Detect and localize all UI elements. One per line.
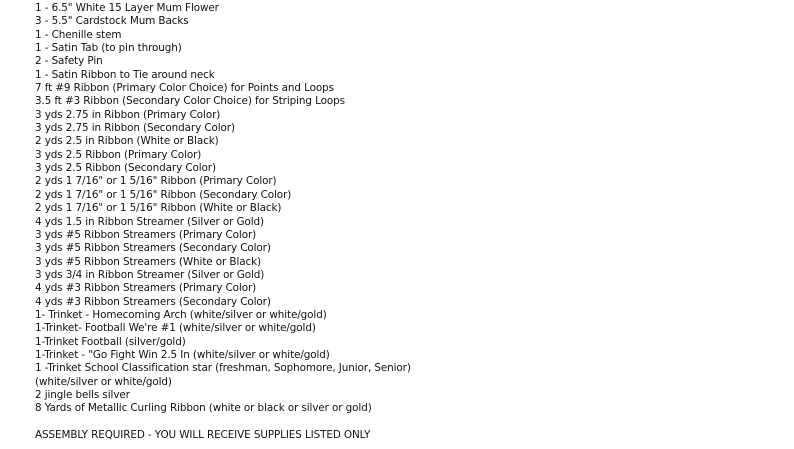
list-item: 1 - Satin Tab (to pin through) — [35, 42, 182, 55]
list-item: 1-Trinket- Football We're #1 (white/silver or white/gold) — [35, 322, 316, 335]
list-item: 3 yds 2.5 Ribbon (Secondary Color) — [35, 162, 216, 175]
list-item: 2 yds 2.5 in Ribbon (White or Black) — [35, 135, 219, 148]
list-item: 2 yds 1 7/16" or 1 5/16" Ribbon (Secondary Color) — [35, 188, 292, 201]
list-item: 4 yds 1.5 in Ribbon Streamer (Silver or Gold) — [35, 215, 265, 228]
list-item: 1 - Chenille stem — [35, 28, 122, 41]
list-item: 1-Trinket Football (silver/gold) — [35, 335, 186, 348]
list-item: 3 - 5.5" Cardstock Mum Backs — [35, 15, 189, 28]
assembly-note: ASSEMBLY REQUIRED - YOU WILL RECEIVE SUPPLIES LISTED ONLY — [35, 428, 371, 441]
supply-list — [35, 2, 775, 416]
list-item: 3 yds 2.75 in Ribbon (Primary Color) — [35, 108, 221, 121]
list-item: 1- Trinket - Homecoming Arch (white/silver or white/gold) — [35, 308, 327, 321]
list-item: 7 ft #9 Ribbon (Primary Color Choice) for Points and Loops — [35, 82, 334, 95]
list-item: 4 yds #3 Ribbon Streamers (Primary Color) — [35, 282, 257, 295]
list-item: 2 jingle bells silver — [35, 388, 130, 401]
list-item: 2 - Safety Pin — [35, 55, 103, 68]
list-item: 3 yds 2.75 in Ribbon (Secondary Color) — [35, 122, 235, 135]
list-item: 3 yds 2.5 Ribbon (Primary Color) — [35, 148, 202, 161]
list-item: 1 - 6.5" White 15 Layer Mum Flower — [35, 2, 219, 14]
list-item: 3 yds #5 Ribbon Streamers (Primary Color) — [35, 228, 257, 241]
list-item: 3.5 ft #3 Ribbon (Secondary Color Choice) for Striping Loops — [35, 95, 345, 108]
list-item: 1 -Trinket School Classification star (freshman, Sophomore, Junior, Senior) (white/silver or white/gold) — [35, 362, 411, 388]
list-item: 2 yds 1 7/16" or 1 5/16" Ribbon (Primary Color) — [35, 175, 277, 188]
list-item: 3 yds 3/4 in Ribbon Streamer (Silver or Gold) — [35, 268, 265, 281]
list-item: 3 yds #5 Ribbon Streamers (White or Black) — [35, 255, 261, 268]
list-item: 1-Trinket - "Go Fight Win 2.5 In (white/silver or white/gold) — [35, 348, 330, 361]
supply-document — [35, 2, 775, 442]
list-item: 1 - Satin Ribbon to Tie around neck — [35, 68, 215, 81]
list-item: 3 yds #5 Ribbon Streamers (Secondary Color) — [35, 242, 271, 255]
list-item: 8 Yards of Metallic Curling Ribbon (white or black or silver or gold) — [35, 402, 372, 415]
list-item: 4 yds #3 Ribbon Streamers (Secondary Color) — [35, 295, 271, 308]
list-item: 2 yds 1 7/16" or 1 5/16" Ribbon (White or Black) — [35, 202, 282, 215]
